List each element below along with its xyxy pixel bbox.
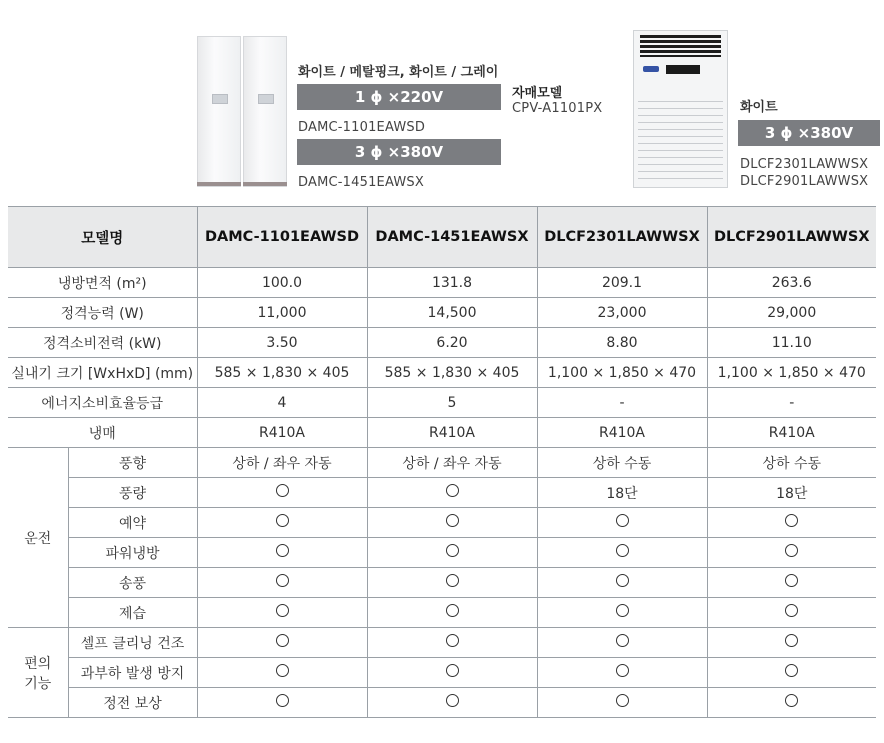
row-label: 풍량: [68, 478, 197, 508]
package-ac-unit-image: [633, 30, 728, 188]
table-cell: 1,100 × 1,850 × 470: [537, 358, 707, 388]
circle-mark-icon: [446, 484, 459, 497]
left-power-badge-1: 1 ϕ ×220V: [297, 84, 501, 110]
right-model-1: DLCF2301LAWWSX: [740, 157, 869, 172]
table-cell: [707, 658, 876, 688]
circle-mark-icon: [276, 634, 289, 647]
table-cell: R410A: [367, 418, 537, 448]
left-power-badge-2: 3 ϕ ×380V: [297, 139, 501, 165]
right-power-badge: 3 ϕ ×380V: [738, 120, 880, 146]
table-cell: 23,000: [537, 298, 707, 328]
row-label: 과부하 발생 방지: [68, 658, 197, 688]
header-model: DLCF2901LAWWSX: [707, 207, 876, 268]
table-header-row: [8, 207, 876, 268]
table-row: [8, 538, 876, 568]
table-cell: 585 × 1,830 × 405: [367, 358, 537, 388]
row-group-label: 운전: [8, 448, 68, 628]
sister-model: CPV-A1101PX: [512, 101, 603, 116]
circle-mark-icon: [446, 694, 459, 707]
row-label: 실내기 크기 [WxHxD] (mm): [8, 358, 197, 388]
table-cell: [197, 598, 367, 628]
circle-mark-icon: [785, 634, 798, 647]
circle-mark-icon: [446, 604, 459, 617]
row-label: 파워냉방: [68, 538, 197, 568]
table-row: [8, 688, 876, 718]
table-cell: [707, 598, 876, 628]
left-product-color: 화이트 / 메탈핑크, 화이트 / 그레이: [298, 65, 499, 80]
circle-mark-icon: [276, 544, 289, 557]
row-label: 정격능력 (W): [8, 298, 197, 328]
table-cell: 263.6: [707, 268, 876, 298]
table-row: [8, 328, 876, 358]
circle-mark-icon: [616, 544, 629, 557]
circle-mark-icon: [785, 514, 798, 527]
left-model-1: DAMC-1101EAWSD: [298, 120, 426, 135]
table-cell: [367, 628, 537, 658]
circle-mark-icon: [785, 544, 798, 557]
circle-mark-icon: [616, 574, 629, 587]
table-cell: 3.50: [197, 328, 367, 358]
table-row: [8, 268, 876, 298]
table-cell: [537, 688, 707, 718]
sister-model-label: 자매모델: [512, 86, 563, 101]
table-row: [8, 448, 876, 478]
table-row: [8, 388, 876, 418]
circle-mark-icon: [785, 574, 798, 587]
circle-mark-icon: [446, 514, 459, 527]
standing-ac-unit-image-left: [197, 36, 241, 187]
table-cell: [367, 688, 537, 718]
right-model-2: DLCF2901LAWWSX: [740, 174, 869, 189]
row-label: 제습: [68, 598, 197, 628]
table-cell: [707, 508, 876, 538]
table-row: [8, 568, 876, 598]
table-cell: [367, 568, 537, 598]
table-cell: [197, 568, 367, 598]
row-label: 정전 보상: [68, 688, 197, 718]
table-cell: 11,000: [197, 298, 367, 328]
table-row: [8, 418, 876, 448]
table-row: [8, 298, 876, 328]
table-cell: [707, 568, 876, 598]
table-cell: -: [707, 388, 876, 418]
circle-mark-icon: [616, 514, 629, 527]
table-cell: 8.80: [537, 328, 707, 358]
table-cell: [197, 628, 367, 658]
table-cell: 14,500: [367, 298, 537, 328]
header-model: DLCF2301LAWWSX: [537, 207, 707, 268]
circle-mark-icon: [446, 544, 459, 557]
table-cell: 100.0: [197, 268, 367, 298]
table-cell: [537, 568, 707, 598]
table-cell: 상하 수동: [707, 448, 876, 478]
table-cell: 상하 / 좌우 자동: [367, 448, 537, 478]
table-cell: [197, 538, 367, 568]
left-model-2: DAMC-1451EAWSX: [298, 175, 424, 190]
row-label: 에너지소비효율등급: [8, 388, 197, 418]
table-cell: [707, 538, 876, 568]
table-cell: 29,000: [707, 298, 876, 328]
standing-ac-unit-image-right: [243, 36, 287, 187]
circle-mark-icon: [785, 694, 798, 707]
table-cell: 18단: [707, 478, 876, 508]
table-cell: [537, 538, 707, 568]
circle-mark-icon: [276, 664, 289, 677]
table-cell: 18단: [537, 478, 707, 508]
circle-mark-icon: [276, 574, 289, 587]
table-cell: [197, 688, 367, 718]
circle-mark-icon: [276, 604, 289, 617]
row-label: 예약: [68, 508, 197, 538]
circle-mark-icon: [276, 514, 289, 527]
table-cell: 상하 / 좌우 자동: [197, 448, 367, 478]
header-model: DAMC-1101EAWSD: [197, 207, 367, 268]
table-cell: 585 × 1,830 × 405: [197, 358, 367, 388]
table-cell: 131.8: [367, 268, 537, 298]
table-cell: [367, 508, 537, 538]
row-label: 송풍: [68, 568, 197, 598]
row-label: 셀프 클리닝 건조: [68, 628, 197, 658]
circle-mark-icon: [616, 694, 629, 707]
circle-mark-icon: [616, 664, 629, 677]
circle-mark-icon: [616, 604, 629, 617]
circle-mark-icon: [276, 484, 289, 497]
table-cell: R410A: [197, 418, 367, 448]
table-cell: 4: [197, 388, 367, 418]
circle-mark-icon: [446, 574, 459, 587]
table-cell: 209.1: [537, 268, 707, 298]
table-cell: [537, 598, 707, 628]
table-row: [8, 598, 876, 628]
table-cell: 1,100 × 1,850 × 470: [707, 358, 876, 388]
row-label: 냉매: [8, 418, 197, 448]
table-cell: 상하 수동: [537, 448, 707, 478]
table-cell: [367, 598, 537, 628]
table-cell: [707, 688, 876, 718]
circle-mark-icon: [446, 664, 459, 677]
circle-mark-icon: [276, 694, 289, 707]
table-row: [8, 358, 876, 388]
table-cell: R410A: [537, 418, 707, 448]
right-product-color: 화이트: [740, 100, 778, 115]
table-cell: [707, 628, 876, 658]
table-row: [8, 658, 876, 688]
circle-mark-icon: [446, 634, 459, 647]
table-cell: 5: [367, 388, 537, 418]
table-cell: [537, 508, 707, 538]
table-row: [8, 508, 876, 538]
table-cell: 6.20: [367, 328, 537, 358]
table-row: [8, 628, 876, 658]
row-group-label: 편의 기능: [8, 628, 68, 718]
row-label: 정격소비전력 (kW): [8, 328, 197, 358]
table-cell: -: [537, 388, 707, 418]
circle-mark-icon: [616, 634, 629, 647]
table-cell: [537, 658, 707, 688]
table-cell: [537, 628, 707, 658]
circle-mark-icon: [785, 664, 798, 677]
table-cell: [367, 538, 537, 568]
table-cell: [197, 478, 367, 508]
table-row: [8, 478, 876, 508]
table-cell: [367, 478, 537, 508]
table-cell: [197, 658, 367, 688]
row-label: 냉방면적 (m²): [8, 268, 197, 298]
table-cell: R410A: [707, 418, 876, 448]
circle-mark-icon: [785, 604, 798, 617]
header-model: DAMC-1451EAWSX: [367, 207, 537, 268]
header-model-label: 모델명: [8, 207, 197, 268]
row-label: 풍향: [68, 448, 197, 478]
spec-table: [8, 206, 876, 718]
table-cell: [197, 508, 367, 538]
table-cell: 11.10: [707, 328, 876, 358]
table-cell: [367, 658, 537, 688]
